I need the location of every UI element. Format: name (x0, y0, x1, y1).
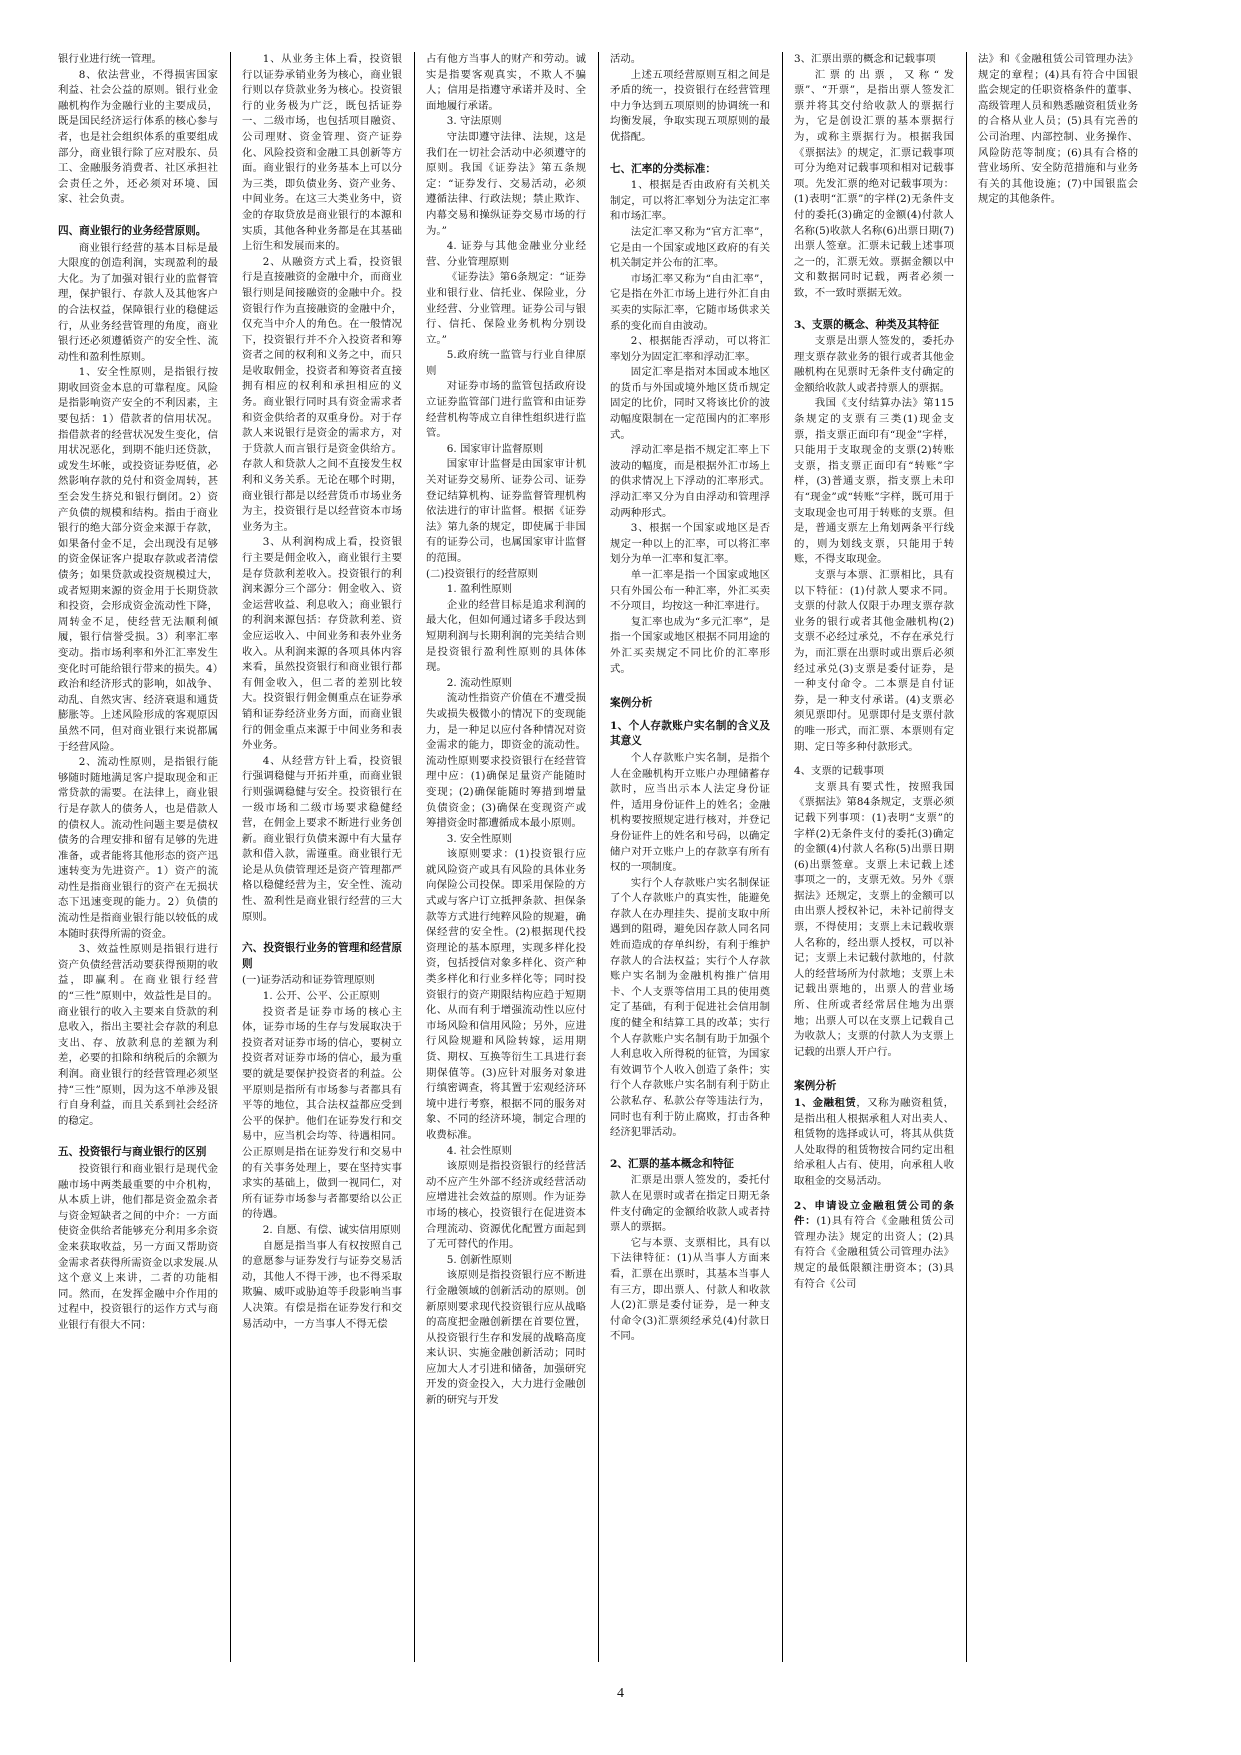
paragraph: 汇票是出票人签发的，委托付款人在见票时或者在指定日期无条件支付确定的金额给收款人或者持票人的票据。 (610, 1174, 770, 1234)
paragraph: 投资者是证券市场的核心主体，证券市场的生存与发展取决于投资者对证券市场的信心，要树立投资者对证券市场的信心，最为重要的就是要保护投资者的利益。公平原则是指所有市场参与者都具有平等的地位，其合法权益都应受到公平的保护。他们在证券发行和交易中，应当机会均等、待遇相同。公正原则是指在证券发行和交易中的有关事务处理上，要在坚持实事求实的基础上，做到一视同仁，对所有证券市场参与者都要给以公正的待遇。 (242, 1005, 402, 1221)
text-column-2 (242, 52, 402, 1662)
paragraph: 自愿是指当事人有权按照自己的意愿参与证券发行与证券交易活动，其他人不得干涉，也不得采取欺骗、威吓或胁迫等手段影响当事人决策。有偿是指在证券发行和交易活动中，一方当事人不得无偿 (242, 1239, 402, 1330)
paragraph: 6. 国家审计监督原则 (446, 442, 544, 455)
paragraph: 市场汇率又称为“自由汇率”，它是指在外汇市场上进行外汇自由买卖的实际汇率，它随市场供求关系的变化而自由波动。 (610, 272, 770, 332)
text-column-1 (58, 52, 218, 1662)
section-heading: 七、汇率的分类标准： (610, 162, 716, 175)
page-number: 4 (617, 1686, 624, 1701)
paragraph: 浮动汇率是指不规定汇率上下波动的幅度，而是根据外汇市场上的供求情况上下浮动的汇率形式。浮动汇率又分为自由浮动和管理浮动两种形式。 (610, 444, 770, 519)
column-divider (230, 52, 231, 1662)
paragraph: 占有他方当事人的财产和劳动。诚实是指要客观真实，不欺人不骗人；信用是指遵守承诺并及时、全面地履行承诺。 (426, 53, 586, 112)
paragraph: 1、根据是否由政府有关机关制定，可以将汇率划分为法定汇率和市场汇率。 (610, 179, 770, 223)
paragraph: 8、依法营业，不得损害国家利益、社会公益的原则。银行业金融机构作为金融行业的主要成员，既是国民经济运行体系的核心参与者，也是社会组织体系的重要组成部分，商业银行除了应对股东、员工、金融服务消费者、社区承担社会责任之外，还必须对环境、国家、社会负责。 (58, 68, 218, 206)
paragraph: 流动性指资产价值在不遭受损失或损失极微小的情况下的变现能力，是一种足以应付各种情况对资金需求的能力，即资金的流动性。流动性原则要求投资银行在经营管理中应：(1)确保足量资产能随时变现；(2)确保能随时筹措到增量负债资金；(3)确保在变现资产或筹措资金时都遭循成本最小原则。 (426, 692, 586, 830)
column-divider (782, 52, 783, 1662)
paragraph: 《证券法》第6条规定：“证券业和银行业、信托业、保险业，分业经营、分业管理。证券公司与银行、信托、保险业务机构分别设立。” (426, 271, 586, 346)
paragraph-gap (242, 925, 402, 934)
paragraph: 商业银行经营的基本目标是最大限度的创造利润，实现盈利的最大化。为了加强对银行业的监督管理，保护银行、存款人及其他客户的合法权益，保障银行业的稳健运行，从业务经营管理的角度，商业银行还必须遵循资产的安全性、流动性和盈利性原则。 (58, 241, 218, 363)
paragraph: 2、从融资方式上看，投资银行是直接融资的金融中介，而商业银行则是间接融资的金融中介。投资银行作为直接融资的金融中介，仅充当中介人的角色。在一般情况下，投资银行并不介入投资者和筹资者之间的权利和义务之中，而只是收取佣金，投资者和筹资者直接拥有相应的权利和承担相应的义务。商业银行同时具有资金需求者和资金供给者的双重身份。对于存款人来说银行是资金的需求方，对于贷款人而言银行是资金供给方。存款人和贷款人之间不直接发生权利和义务关系。无论在哪个时期，商业银行都是以经营货币市场业务为主，投资银行是以经营资本市场业务为主。 (242, 255, 402, 533)
paragraph: (一)证券活动和证券管理原则 (242, 974, 375, 987)
paragraph: 我国《支付结算办法》第115条规定的支票有三类(1)现金支票，指支票正面印有“现金”字样，只能用于支取现金的支票(2)转账支票，指支票正面印有“转账”字样，(3)普通支票，指支票上未印有“现金”或“转账”字样，既可用于支取现金也可用于转账的支票。但是，普通支票左上角划两条平行线的，则为划线支票，只能用于转账，不得支取现金。 (794, 397, 954, 566)
paragraph: 5.政府统一监管与行业自律原则 (426, 349, 586, 377)
section-heading: 四、商业银行的业务经营原则。 (58, 224, 207, 237)
section-heading: 案例分析 (794, 1080, 837, 1093)
paragraph: 2、流动性原则，是指银行能够随时随地满足客户提取现金和正常贷款的需要。在法律上，商业银行是存款人的债务人，也是借款人的债权人。流动性问题主要是债权债务的合理安排和留有足够的先进准备，或者能将其他形态的资产迅速转变为先进资产。1）资产的流动性是指商业银行的资产在无损状态下迅速变现的能力。2）负债的流动性是指商业银行能以较低的成本随时获得所需的资金。 (58, 756, 218, 940)
paragraph: 3. 守法原则 (446, 115, 502, 128)
paragraph: 2. 自愿、有偿、诚实信用原则 (262, 1223, 401, 1236)
paragraph: 对证券市场的监管包括政府设立证券监管部门进行监管和由证券经营机构等成立自律性组织进行监管。 (426, 380, 586, 440)
section-heading: 3、支票的概念、种类及其特征 (794, 318, 940, 331)
paragraph: 活动。 (610, 53, 642, 65)
paragraph: 3、汇票出票的概念和记载事项 (794, 53, 936, 65)
paragraph: 5. 创新性原则 (446, 1253, 512, 1266)
paragraph: 法》和《金融租赁公司管理办法》规定的章程；(4)具有符合中国银监会规定的任职资格条件的董事、高级管理人员和熟悉融资租赁业务的合格从业人员；(5)具有完善的公司治理、内部控制、业务操作、风险防范等制度；(6)具有合格的营业场所、安全防范措施和与业务有关的其他设施；(7)中国银监会规定的其他条件。 (978, 53, 1138, 206)
paragraph: 银行业进行统一管理。 (58, 53, 162, 65)
paragraph: 1、从业务主体上看，投资银行以证券承销业务为核心，商业银行则以存贷款业务为核心。投资银行的业务极为广泛，既包括证券一、二级市场，也包括项目融资、公司理财、资金管理、资产证券化、风险投资和金融工具创新等方面。商业银行的业务基本上可以分为三类，即负债业务、资产业务、中间业务。在这三大类业务中，资金的存取贷放是商业银行的本源和实质，其他各种业务都是在其基础上衍生和发展而来的。 (242, 53, 402, 253)
paragraph: 守法即遵守法律、法规，这是我们在一切社会活动中必须遵守的原则。我国《证券法》第五条规定：“证券发行、交易活动，必须遵循法律、行政法规；禁止欺诈、内幕交易和操纵证券交易市场的行为。” (426, 130, 586, 237)
paragraph: 投资银行和商业银行是现代金融市场中两类最重要的中介机构，从本质上讲，他们都是资金盈余者与资金短缺者之间的中介：一方面使资金供给者能够充分利用多余资金来获取收益，另一方面又帮助资金需求者获得所需资金以求发展.从这个意义上来讲，二者的功能相同。然而，在发挥金融中介作用的过程中，投资银行的运作方式与商业银行有很大不同： (58, 1162, 218, 1331)
paragraph: 1. 公开、公平、公正原则 (262, 990, 380, 1003)
paragraph: 实行个人存款账户实名制保证了个人存款账户的真实性，能避免存款人在办理挂失、提前支取中所遇到的阻碍，避免因存款人同名同姓而造成的存单纠纷，有利于维护存款人的合法权益；实行个人存款账户实名制为金融机构推广信用卡、个人支票等信用工具的使用奠定了基础，有利于促进社会信用制度的健全和结算工具的改革；实行个人存款账户实名制有助于加强个人利息收入所得税的征管，为国家有效调节个人收入创造了条件；实行个人存款账户实名制有利于防止公款私存、私款公存等违法行为，同时也有利于防止腐败，打击各种经济犯罪活动。 (610, 876, 770, 1139)
paragraph: 企业的经营目标是追求利润的最大化，但如何通过诸多手段达到短期利润与长期利润的完美结合则是投资银行盈利性原则的具体体现。 (426, 598, 586, 674)
paragraph-gap (58, 208, 218, 217)
paragraph: 4. 证券与其他金融业分业经营、分业管理原则 (426, 240, 586, 268)
paragraph-gap (610, 146, 770, 155)
paragraph: 该原则是指投资银行应不断进行金融领域的创新活动的原则。创新原则要求现代投资银行应从战略的高度把金融创新摆在首要位置，从投资银行生存和发展的战略高度来认识、实施金融创新活动；同时应加大人才引进和储备，加强研究开发的资金投入，大力进行金融创新的研究与开发 (426, 1269, 586, 1407)
paragraph-gap (58, 1129, 218, 1138)
paragraph: 该原则要求：(1)投资银行应就风险资产或具有风险的具体业务向保险公司投保。即采用保险的方式或与客户订立抵押条款、担保条款等方式进行纯粹风险的规避，确保经营的安全性。(2)根据现代投资理论的基本原理，实现多样化投资，包括授信对象多样化、资产种类多样化和行业多样化等；同时投资银行的资产期限结构应趋于短期化、从而有利于增强流动性以应付市场风险和信用风险；另外，应进行风险规避和风险转嫁，运用期货、期权、互换等衍生工具进行套期保值等。(3)应针对服务对象进行缜密调查，将其置于宏观经济环境中进行考察，根据不同的服务对象、不同的经济环境，制定合理的收费标准。 (426, 848, 586, 1141)
paragraph: 1、安全性原则，是指银行按期收回资金本息的可靠程度。风险是指影响资产安全的不利因素，主要包括：1）借款者的信用状况。指借款者的经营状况发生变化，信用状况恶化，到期不能归还贷款，或发生坏帐，或投资证券贬值，必然影响存款的兑付和资金周转，甚至会发生挤兑和银行倒闭。2）资产负债的规模和结构。指由于商业银行的绝大部分资金来源于存款，如果备付金不足，会出现没有足够的资金保证客户提取存款或者清偿债务；如果贷款或投资规模过大，或者短期来源的资金用于长期贷款和投资，会形成资金流动性下降，周转金不足，使经营无法顺利倾履，银行信誉受损。3）利率汇率变动。指市场利率和外汇汇率发生变化时可能给银行带来的损失。4）政治和经济形式的影响，如战争、动乱、自然灾害、经济衰退和通货膨胀等。上述风险形成的客观原因虽然不同，但对商业银行来说都属于经营风险。 (58, 366, 218, 753)
paragraph: 支票与本票、汇票相比，具有以下特征：(1)付款人要求不同。支票的付款人仅限于办理支票存款业务的银行或者其他金融机构(2)支票不必经过承兑，不存在承兑行为，而汇票在出票时或出票后必须经过承兑(3)支票是委付证券，是一种支付命令。二本票是自付证券，是一种支付承诺。(4)支票必须见票即付。见票即付是支票付款的唯一形式，而汇票、本票则有定期、定日等多种付款形式。 (794, 569, 954, 753)
text-column-3 (426, 52, 586, 1662)
paragraph-gap (610, 677, 770, 686)
paragraph: 3. 安全性原则 (446, 832, 512, 845)
paragraph: 2、申请设立金融租赁公司的条件：(1)具有符合《金融租赁公司管理办法》规定的出资人；(2)具有符合《金融租赁公司管理办法》规定的最低限额注册资本；(3)具有符合《公司 (794, 1199, 954, 1290)
column-divider (966, 52, 967, 1662)
paragraph: 3、效益性原则是指银行进行资产负债经营活动要获得预期的收益，即赢利。在商业银行经营的“三性”原则中，效益性是目的。商业银行的收入主要来自贷款的利息收入，指出主要社会存款的利息支出、存、放款利息的差额为利差，必要的扣除和纳税后的余额为利润。商业银行的经营管理必须坚持“三性”原则，因为这不单涉及银行自身利益，而且关系到社会经济的稳定。 (58, 943, 218, 1127)
section-heading: 2、汇票的基本概念和特征 (610, 1157, 734, 1170)
paragraph: 单一汇率是指一个国家或地区只有外国公布一种汇率，外汇买卖不分项目，均按这一种汇率进行。 (610, 569, 770, 613)
section-heading: 1、个人存款账户实名制的含义及其意义 (610, 719, 770, 748)
document-page (58, 52, 1198, 1662)
paragraph: 4. 社会性原则 (446, 1144, 512, 1157)
paragraph: 个人存款账户实名制，是指个人在金融机构开立账户办理储蓄存款时，应当出示本人法定身份证件，适用身份证件上的姓名；金融机构要按照规定进行核对，并登记身份证件上的姓名和号码，以确定储户对开立账户上的存款享有所有权的一项制度。 (610, 751, 770, 874)
paragraph-gap (794, 1190, 954, 1199)
text-column-4 (610, 52, 770, 1662)
paragraph: 法定汇率又称为“官方汇率”，它是由一个国家或地区政府的有关机关制定并公布的汇率。 (610, 225, 770, 270)
section-heading: 六、投资银行业务的管理和经营原则 (242, 942, 402, 970)
paragraph: 3、根据一个国家或地区是否规定一种以上的汇率，可以将汇率划分为单一汇率和复汇率。 (610, 522, 770, 566)
paragraph: 支票具有要式性，按照我国《票据法》第84条规定，支票必须记载下列事项：(1)表明“支票”的字样(2)无条件支付的委托(3)确定的金额(4)付款人名称(5)出票日期(6)出票签章。支票上未记载上述事项之一的，支票无效。另外《票据法》还规定，支票上的金额可以由出票人授权补记，未补记前得支票，不得使用；支票上未记载收票人名称的，经出票人授权，可以补记；支票上未记载付款地的，付款人的经营场所为付款地；支票上未记载出票地的，出票人的营业场所、住所或者经常居住地为出票地；出票人可以在支票上记载自己为收款人；支票的付款人为支票上记载的出票人开户行。 (794, 780, 954, 1058)
paragraph: 2、根据能否浮动，可以将汇率划分为固定汇率和浮动汇率。 (610, 335, 770, 363)
paragraph: 4、支票的记载事项 (794, 765, 884, 778)
paragraph-gap (794, 302, 954, 311)
paragraph: 1. 盈利性原则 (446, 583, 512, 596)
paragraph: 3、从利润构成上看，投资银行主要是佣金收入，商业银行主要是存贷款利差收入。投资银行的利润来源分三个部分：佣金收入、资金运营收益、利息收入；商业银行的利润来源包括：存贷款利差、资金应运收入、中间业务和表外业务收入。从利润来源的各项具体内容来看，虽然投资银行和商业银行都有佣金收入，但二者的差别比较大。投资银行佣金侧重点在证券承销和证券经济业务方面，而商业银行的佣金重点来源于中间业务和表外业务。 (242, 536, 402, 752)
section-heading: 案例分析 (610, 697, 653, 710)
section-heading: 五、投资银行与商业银行的区别 (58, 1146, 207, 1159)
paragraph-gap (794, 755, 954, 764)
paragraph: (二)投资银行的经营原则 (426, 567, 539, 580)
paragraph: 固定汇率是指对本国或本地区的货币与外国或境外地区货币规定固定的比价，同时又将该比价的波动幅度限制在一定范围内的汇率形式。 (610, 366, 770, 441)
paragraph: 该原则是指投资银行的经营活动不应产生外部不经济或经营活动应增进社会效益的原则。作为证券市场的核心，投资银行在促进资本合理流动、资源优化配置方面起到了无可替代的作用。 (426, 1160, 586, 1251)
bold-lead: 2、申请设立金融租赁公司的条件： (794, 1199, 954, 1228)
paragraph-gap (794, 1060, 954, 1069)
paragraph: 4、从经营方针上看，投资银行强调稳健与开拓并重，而商业银行则强调稳健与安全。投资银行在一级市场和二级市场要求稳健经营，在佣金上要求不断进行业务创新。商业银行负债来源中有大量存款和借入款，需谨重。商业银行无论是从负债管理还是资产管理都严格以稳健经营为主，安全性、流动性、盈利性是商业银行经营的三大原则。 (242, 754, 402, 923)
paragraph: 上述五项经营原则互相之间是矛盾的统一，投资银行在经营管理中力争达到五项原则的协调统一和均衡发展，争取实现五项原则的最优搭配。 (610, 68, 770, 143)
column-divider (598, 52, 599, 1662)
paragraph: 2. 流动性原则 (446, 676, 512, 689)
text-column-6 (978, 52, 1138, 1662)
paragraph: 汇票的出票，又称“发票”、“开票”，是指出票人签发汇票并将其交付给收款人的票据行为，它是创设汇票的基本票据行为，或称主票据行为。根据我国《票据法》的规定，汇票记载事项可分为绝对记载事项和相对记载事项。先发汇票的绝对记载事项为：(1)表明“汇票”的字样(2)无条件支付的委托(3)确定的金额(4)付款人名称(5)收款人名称(6)出票日期(7)出票人签章。汇票未记载上述事项之一的，汇票无效。票据金额以中文和数据同时记载，两者必须一致，不一致时票据无效。 (794, 68, 954, 299)
paragraph: 复汇率也成为“多元汇率”，是指一个国家或地区根据不同用途的外汇买卖规定不同比价的汇率形式。 (610, 615, 770, 675)
paragraph: 它与本票、支票相比，具有以下法律特征：(1)从当事人方面来看，汇票在出票时，其基本当事人有三方，即出票人、付款人和收款人(2)汇票是委付证券，是一种支付命令(3)汇票须经承兑(4)付款日不同。 (610, 1236, 770, 1343)
paragraph-gap (610, 1141, 770, 1150)
column-divider (414, 52, 415, 1662)
text-column-5 (794, 52, 954, 1662)
paragraph: 国家审计监督是由国家审计机关对证券交易所、证券公司、证券登记结算机构、证券监督管理机构依法进行的审计监督。根据《证券法》第九条的规定，即使属于非国有的证券公司，也属国家审计监督的范围。 (426, 458, 586, 564)
bold-lead: 1、金融租赁 (794, 1097, 857, 1109)
paragraph: 1、金融租赁，又称为融资租赁，是指出租人根据承租人对出卖人、租赁物的选择或认可，将其从供货人处取得的租赁物按合同约定出租给承租人占有、使用，向承租人收取租金的交易活动。 (794, 1097, 954, 1187)
paragraph: 支票是出票人签发的，委托办理支票存款业务的银行或者其他金融机构在见票时无条件支付确定的金额给收款人或者持票人的票据。 (794, 335, 954, 394)
